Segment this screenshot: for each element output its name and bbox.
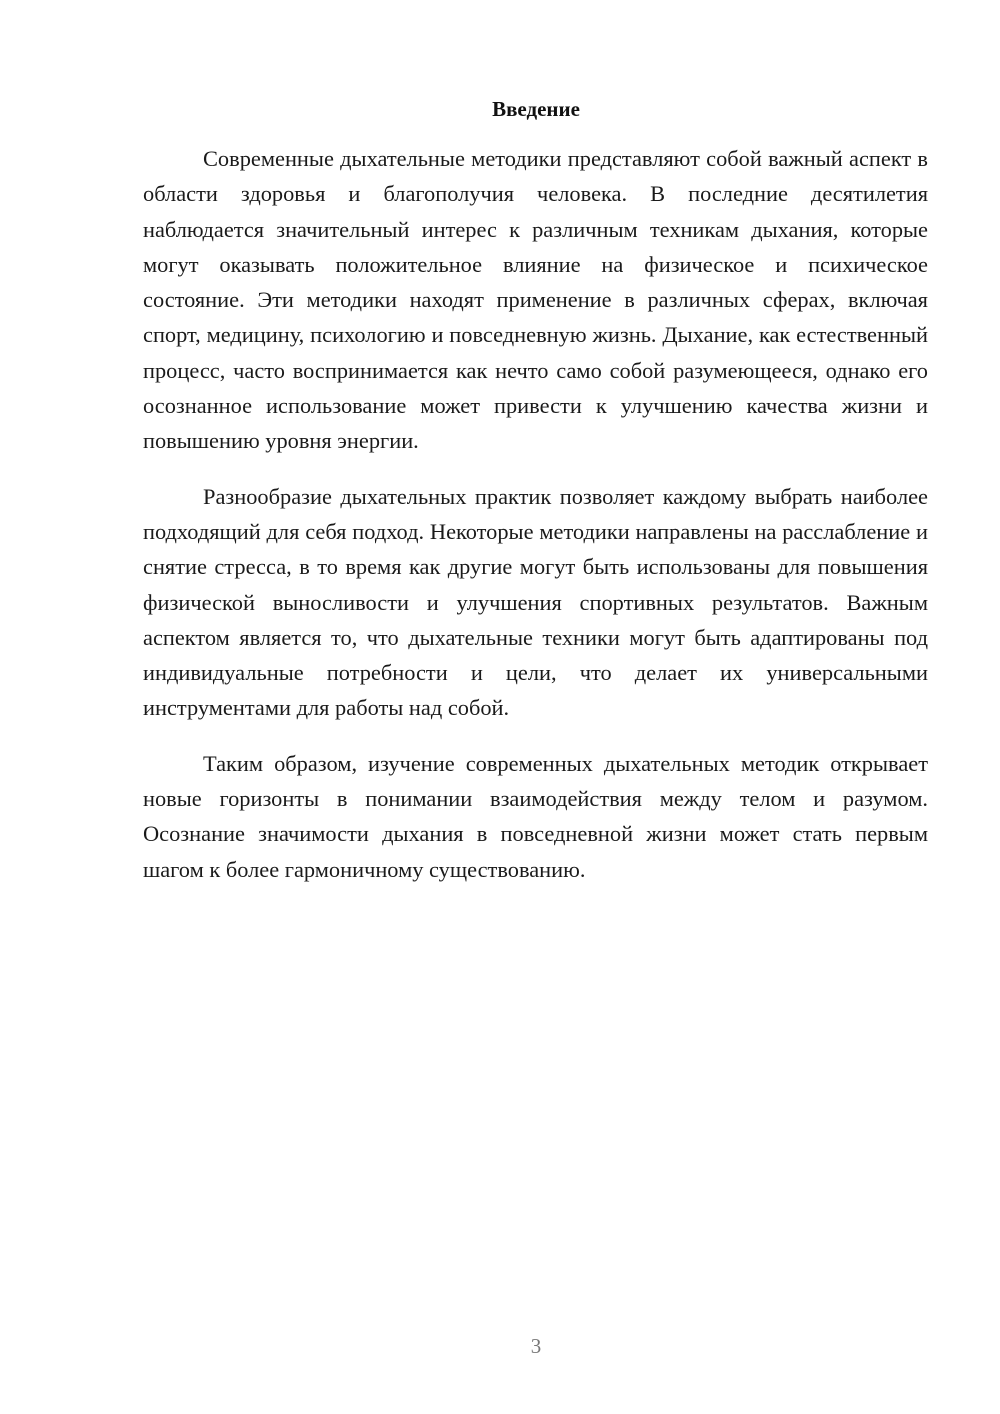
paragraph-2: Разнообразие дыхательных практик позволяет каждому выбрать наиболее подходящий для себя подход. Некоторые методики направлены на расслабление и снятие стресса, в то время как другие могут быть использованы для повышения физической выносливости и улучшения спортивных результатов. Важным аспектом является то, что дыхательные техники могут быть адаптированы под индивидуальные потребности и цели, что делает их универсальными инструментами для работы над собой. xyxy=(143,483,928,721)
paragraph-3: Таким образом, изучение современных дыхательных методик открывает новые горизонты в понимании взаимодействия между телом и разумом. Осознание значимости дыхания в повседневной жизни может стать первым шагом к более гармоничному существованию. xyxy=(143,750,928,882)
paragraph-1: Современные дыхательные методики представляют собой важный аспект в области здоровья и благополучия человека. В последние десятилетия наблюдается значительный интерес к различным техникам дыхания, которые могут оказывать положительное влияние на физическое и психическое состояние. Эти методики находят применение в различных сферах, включая спорт, медицину, психологию и повседневную жизнь. Дыхание, как естественный процесс, часто воспринимается как нечто само собой разумеющееся, однако его осознанное использование может привести к улучшению качества жизни и повышению уровня энергии. xyxy=(143,146,928,454)
body-text xyxy=(143,141,928,907)
page-number: 3 xyxy=(530,1334,542,1358)
section-title: Введение xyxy=(492,97,580,121)
